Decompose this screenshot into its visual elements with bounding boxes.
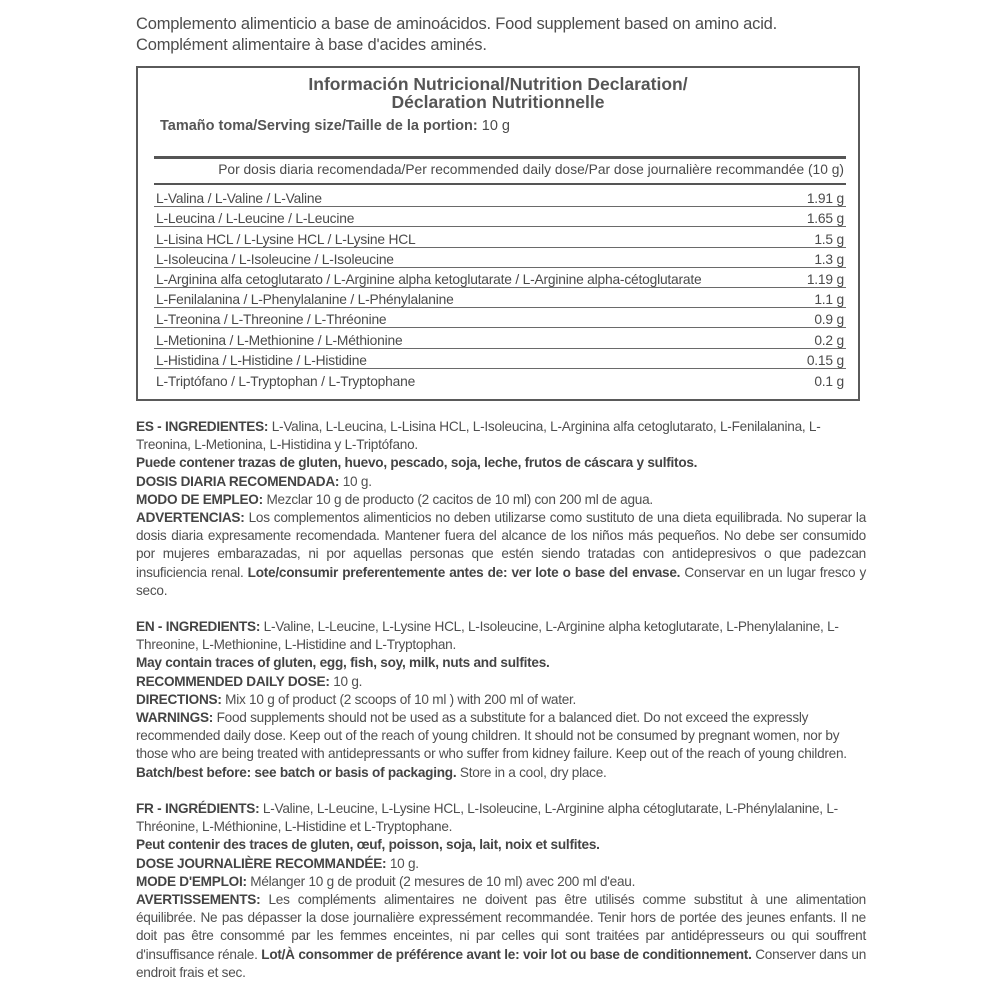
es-usage bbox=[136, 491, 866, 509]
es-dose bbox=[136, 473, 866, 491]
nutrient-value: 0.1 g bbox=[814, 373, 844, 389]
nutrient-value: 0.15 g bbox=[806, 352, 844, 368]
panel-title-line2: Déclaration Nutritionnelle bbox=[391, 92, 605, 112]
es-allergens-text: Puede contener trazas de gluten, huevo, pescado, soja, leche, frutos de cáscara y sulfitos. bbox=[136, 455, 698, 471]
es-ingredients-label: ES - INGREDIENTES: bbox=[136, 419, 269, 434]
fr-allergens bbox=[136, 836, 866, 854]
serving-size-value: 10 g bbox=[481, 118, 510, 134]
es-batch-text: Lote/consumir preferentemente antes de: ver lote o base del envase. bbox=[247, 564, 681, 580]
es-warnings-text: Los complementos alimenticios no deben utilizarse como sustituto de una dieta equilibrada. No superar la dosis diaria expresamente recomendada. Mantener fuera del alcance de los niños más pequeños. No debe ser consumido por mujeres embarazadas, ni por aquellas personas que estén siendo tratadas con antidepresivos o que padezcan insuficiencia renal. bbox=[136, 510, 866, 580]
es-warnings-label: ADVERTENCIAS: bbox=[136, 510, 245, 526]
nutrient-name: L-Leucina / L-Leucine / L-Leucine bbox=[156, 211, 355, 227]
en-ingredients-text: L-Valine, L-Leucine, L-Lysine HCL, L-Isoleucine, L-Arginine alpha ketoglutarate, L-Phenylalanine, L-Threonine, L-Methionine, L-Histidine and L-Tryptophan. bbox=[136, 619, 839, 653]
en-dose bbox=[136, 673, 866, 691]
en-usage-text: Mix 10 g of product (2 scoops of 10 ml ) with 200 ml of water. bbox=[225, 691, 577, 707]
nutrient-name: L-Isoleucina / L-Isoleucine / L-Isoleucine bbox=[156, 251, 394, 267]
en-allergens bbox=[136, 654, 866, 672]
nutrition-panel bbox=[136, 66, 860, 401]
fr-batch-text: Lot/À consommer de préférence avant le: voir lot ou base de conditionnement. bbox=[261, 946, 752, 962]
nutrient-value: 1.91 g bbox=[806, 191, 844, 207]
fr-ingredients-label: FR - INGRÉDIENTS: bbox=[136, 801, 260, 816]
table-row bbox=[154, 248, 846, 268]
table-row bbox=[154, 288, 846, 308]
fr-ingredients bbox=[136, 800, 866, 836]
section-es bbox=[136, 418, 866, 600]
nutrient-name: L-Metionina / L-Methionine / L-Méthionine bbox=[156, 332, 403, 348]
table-row bbox=[154, 369, 846, 389]
nutrient-value: 1.3 g bbox=[814, 251, 844, 267]
section-fr bbox=[136, 800, 866, 982]
es-storage-text: Conservar en un lugar fresco y seco. bbox=[136, 564, 866, 598]
en-ingredients bbox=[136, 618, 866, 654]
nutrient-name: L-Triptófano / L-Tryptophan / L-Tryptophane bbox=[156, 373, 416, 389]
table-row bbox=[154, 328, 846, 348]
nutrient-name: L-Treonina / L-Threonine / L-Thréonine bbox=[156, 312, 387, 328]
en-allergens-text: May contain traces of gluten, egg, fish, soy, milk, nuts and sulfites. bbox=[136, 655, 550, 671]
panel-title-line1: Información Nutricional/Nutrition Declaration/ bbox=[308, 74, 688, 94]
es-ingredients bbox=[136, 418, 866, 454]
nutrient-value: 1.1 g bbox=[814, 292, 844, 308]
divider bbox=[154, 183, 846, 185]
es-warnings bbox=[136, 509, 866, 600]
en-storage-text: Store in a cool, dry place. bbox=[459, 764, 607, 780]
es-allergens bbox=[136, 454, 866, 472]
fr-usage bbox=[136, 873, 866, 891]
en-warnings bbox=[136, 709, 866, 782]
intro-text: Complemento alimenticio a base de aminoácidos. Food supplement based on amino acid. Complément alimentaire à base d'acides aminés. bbox=[136, 15, 778, 54]
es-ingredients-text: L-Valina, L-Leucina, L-Lisina HCL, L-Isoleucina, L-Arginina alfa cetoglutarato, L-Fenilalanina, L-Treonina, L-Metionina, L-Histidina y L-Triptófano. bbox=[136, 419, 821, 453]
fr-usage-label: MODE D'EMPLOI: bbox=[136, 873, 247, 889]
es-dose-text: 10 g. bbox=[342, 473, 372, 489]
en-usage-label: DIRECTIONS: bbox=[136, 691, 222, 707]
fr-dose-label: DOSE JOURNALIÈRE RECOMMANDÉE: bbox=[136, 855, 387, 871]
fr-allergens-text: Peut contenir des traces de gluten, œuf, poisson, soja, lait, noix et sulfites. bbox=[136, 837, 600, 853]
table-row bbox=[154, 349, 846, 369]
fr-usage-text: Mélanger 10 g de produit (2 mesures de 10 ml) avec 200 ml d'eau. bbox=[250, 873, 636, 889]
en-warnings-label: WARNINGS: bbox=[136, 710, 214, 726]
nutrient-value: 0.2 g bbox=[814, 332, 844, 348]
dose-header: Por dosis diaria recomendada/Per recommended daily dose/Par dose journalière recommandée (10 g) bbox=[218, 162, 844, 177]
nutrient-value: 1.5 g bbox=[814, 231, 844, 247]
nutrient-value: 0.9 g bbox=[814, 312, 844, 328]
fr-warnings bbox=[136, 891, 866, 982]
fr-dose-text: 10 g. bbox=[389, 855, 419, 871]
nutrient-value: 1.65 g bbox=[806, 211, 844, 227]
en-dose-text: 10 g. bbox=[333, 673, 363, 689]
table-row bbox=[154, 308, 846, 328]
en-usage bbox=[136, 691, 866, 709]
fr-ingredients-text: L-Valine, L-Leucine, L-Lysine HCL, L-Isoleucine, L-Arginine alpha cétoglutarate, L-Phénylalanine, L-Thréonine, L-Méthionine, L-Histidine et L-Tryptophane. bbox=[136, 801, 838, 835]
table-row bbox=[154, 187, 846, 207]
serving-size bbox=[160, 118, 510, 134]
panel-title bbox=[138, 75, 858, 111]
nutrient-name: L-Arginina alfa cetoglutarato / L-Arginine alpha ketoglutarate / L-Arginine alpha-cétoglutarate bbox=[156, 271, 702, 287]
en-batch-text: Batch/best before: see batch or basis of packaging. bbox=[136, 764, 457, 780]
fr-storage-text: Conserver dans un endroit frais et sec. bbox=[136, 946, 867, 980]
table-row bbox=[154, 207, 846, 227]
nutrient-name: L-Lisina HCL / L-Lysine HCL / L-Lysine HCL bbox=[156, 231, 416, 247]
fr-warnings-text: Les compléments alimentaires ne doivent pas être utilisés comme substitut à une alimentation équilibrée. Ne pas dépasser la dose journalière expressément recommandée. Tenir hors de portée des jeunes enfants. Il ne doit pas être consommé par les femmes enceintes, ni par celles qui sont traitées par antidépresseurs ou qui souffrent d'insuffisance rénale. bbox=[136, 892, 866, 962]
nutrient-table bbox=[154, 187, 846, 389]
en-dose-label: RECOMMENDED DAILY DOSE: bbox=[136, 673, 330, 689]
nutrient-name: L-Fenilalanina / L-Phenylalanine / L-Phénylalanine bbox=[156, 292, 454, 308]
en-warnings-text: Food supplements should not be used as a substitute for a balanced diet. Do not exceed the expressly recommended daily dose. Keep out of the reach of young children. It should not be consumed by pregnant women, nor by those who are being treated with antidepressants or who suffer from kidney failure. Keep out of the reach of young children. bbox=[136, 710, 847, 762]
section-en bbox=[136, 618, 866, 782]
table-row bbox=[154, 268, 846, 288]
es-usage-label: MODO DE EMPLEO: bbox=[136, 491, 263, 507]
nutrient-name: L-Valina / L-Valine / L-Valine bbox=[156, 191, 322, 207]
nutrient-value: 1.19 g bbox=[806, 271, 844, 287]
es-dose-label: DOSIS DIARIA RECOMENDADA: bbox=[136, 473, 340, 489]
es-usage-text: Mezclar 10 g de producto (2 cacitos de 10 ml) con 200 ml de agua. bbox=[266, 491, 653, 507]
fr-warnings-label: AVERTISSEMENTS: bbox=[136, 892, 261, 908]
en-ingredients-label: EN - INGREDIENTS: bbox=[136, 619, 261, 634]
fr-dose bbox=[136, 855, 866, 873]
serving-size-label: Tamaño toma/Serving size/Taille de la portion: bbox=[160, 118, 478, 134]
nutrient-name: L-Histidina / L-Histidine / L-Histidine bbox=[156, 352, 367, 368]
table-row bbox=[154, 227, 846, 247]
divider-thick bbox=[154, 156, 846, 159]
